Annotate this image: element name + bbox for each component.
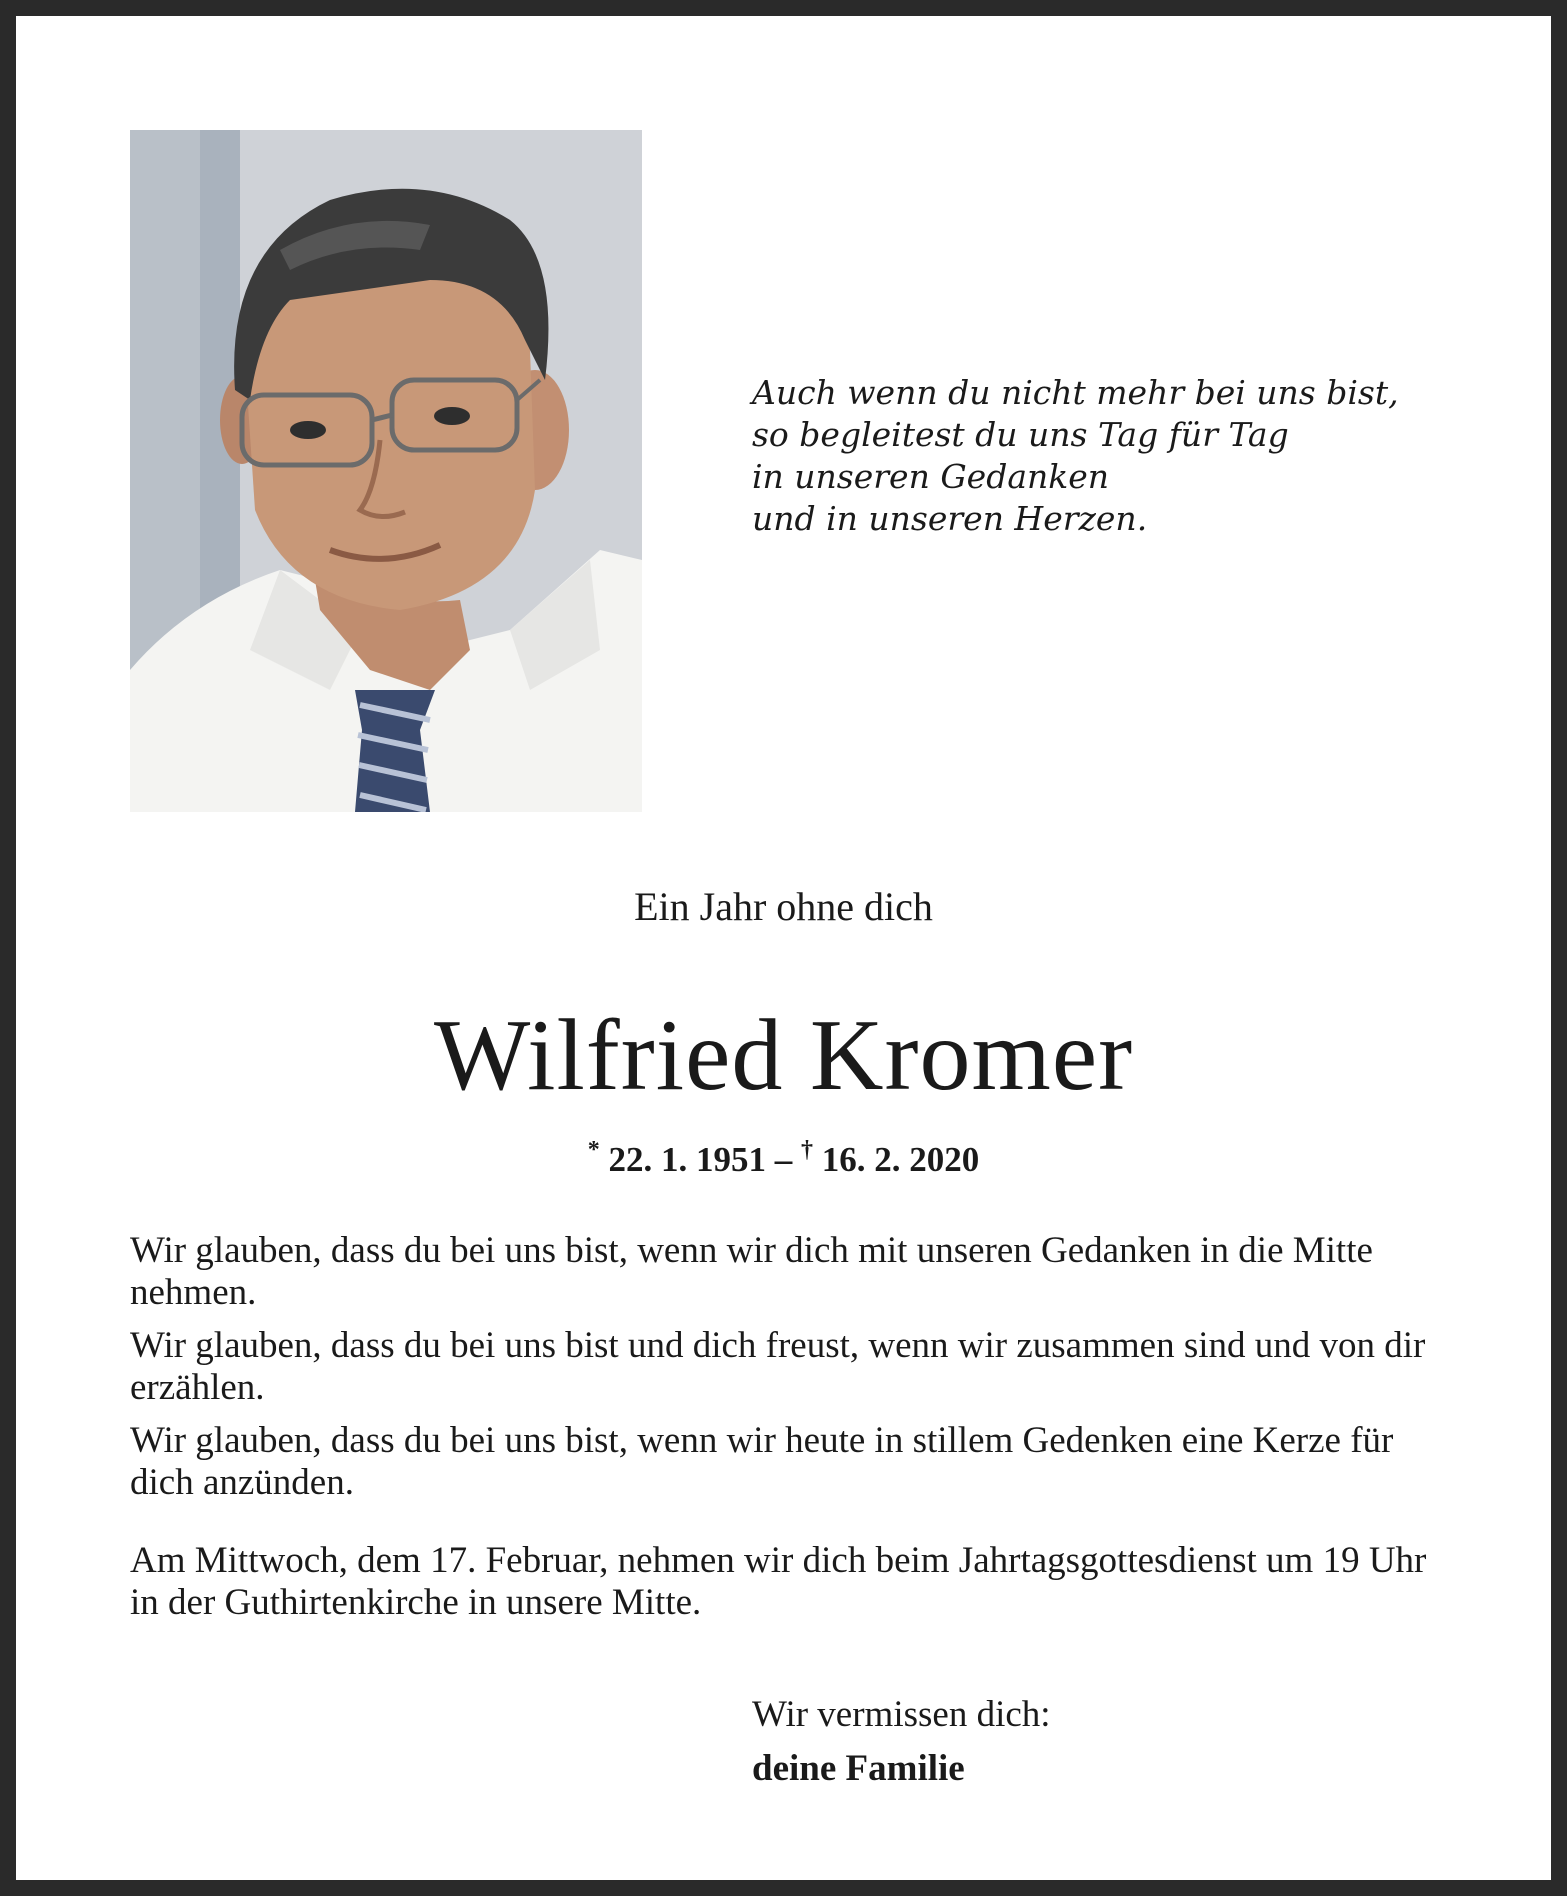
quote-line: in unseren Gedanken	[752, 457, 1110, 496]
life-dates	[16, 1128, 1551, 1182]
birth-date: 22. 1. 1951	[608, 1140, 766, 1179]
portrait-photo	[130, 130, 642, 812]
subtitle: Ein Jahr ohne dich	[634, 884, 933, 929]
signature-line: Wir vermissen dich:	[752, 1694, 1051, 1735]
body-paragraph: Wir glauben, dass du bei uns bist, wenn wir heute in stillem Gedenken eine Kerze für dich anzünden.	[130, 1420, 1394, 1503]
signature-family: deine Familie	[752, 1748, 965, 1789]
body-text	[130, 1230, 1460, 1635]
obituary-card	[16, 16, 1551, 1880]
body-paragraph: Wir glauben, dass du bei uns bist, wenn wir dich mit unseren Gedanken in die Mitte nehmen.	[130, 1230, 1373, 1313]
body-paragraph: Wir glauben, dass du bei uns bist und dich freust, wenn wir zusammen sind und von dir erzählen.	[130, 1325, 1426, 1408]
deceased-name: Wilfried Kromer	[433, 999, 1134, 1112]
quote-line: Auch wenn du nicht mehr bei uns bist,	[752, 373, 1399, 412]
death-symbol: †	[801, 1137, 813, 1163]
quote-line: so begleitest du uns Tag für Tag	[752, 415, 1289, 454]
signature	[752, 1688, 1051, 1796]
memorial-quote	[752, 372, 1399, 540]
service-announcement: Am Mittwoch, dem 17. Februar, nehmen wir dich beim Jahrtagsgottesdienst um 19 Uhr in der Guthirtenkirche in unsere Mitte.	[130, 1540, 1427, 1623]
quote-line: und in unseren Herzen.	[752, 499, 1148, 538]
death-date: 16. 2. 2020	[821, 1140, 980, 1179]
birth-symbol: *	[587, 1137, 600, 1163]
date-separator: –	[774, 1140, 793, 1179]
